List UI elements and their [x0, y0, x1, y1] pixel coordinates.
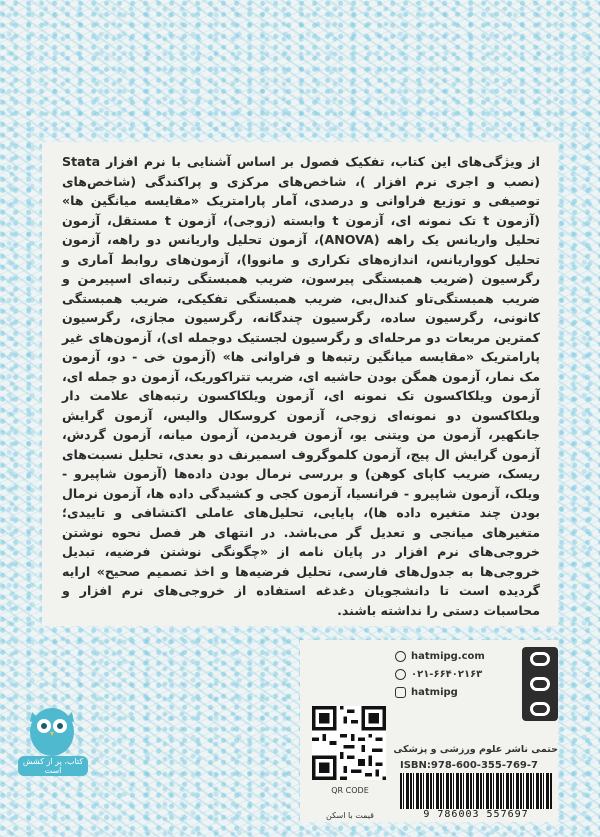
barcode	[400, 773, 552, 809]
qr-caption: QR CODE	[331, 786, 369, 795]
phone-icon	[395, 669, 406, 680]
owl-mascot-icon	[22, 696, 82, 758]
owl-label: کتاب، پر از کشش است	[18, 756, 88, 776]
isbn-text: ISBN:978-600-355-769-7	[400, 760, 538, 771]
instagram-icon	[395, 687, 406, 698]
phone-contact[interactable]	[395, 669, 482, 680]
qr-label: قیمت با اسکن	[326, 811, 374, 820]
publisher-logo	[522, 647, 558, 721]
book-description: از ویژگی‌های این کتاب، تفکیک فصول بر اساس آشنایی با نرم افزار Stata (نصب و اجری نرم افزار )، شاخص‌های مرکزی و پراکندگی (شاخص‌های توصیفی و توزیع فراوانی و درصدی، آمار پارامتریک «مقایسه میانگین ها» (آزمون t تک نمونه ای، آزمون t وابسته (زوجی)، آزمون t مستقل، آزمون تحلیل واریانس یک راهه (ANOVA)، آزمون تحلیل واریانس دو راهه، آزمون تحلیل کوواریانس، اندازه‌های تکراری و مانووا)، آزمون‌های روابط آماری و رگرسیون (ضریب همبستگی پیرسون، ضریب همبستگی رتبه‌ای اسپیرمن و ضریب همبستگی‌تاو کندال‌بی، ضریب همبستگی تفکیکی، ضریب همبستگی کانونی، رگرسیون ساده، رگرسیون چندگانه، رگرسیون مجازی، رگرسیون کمترین مربعات دو مرحله‌ای و رگرسیون لجستیک دوجمله ای)، آزمون‌های غیر پارامتریک «مقایسه میانگین رتبه‌ها و فراوانی ها» (آزمون خی - دو، آزمون مک نمار، آزمون همگن بودن حاشیه ای، ضریب تتراکوریک، آزمون دو جمله ای، آزمون ویلکاکسون تک نمونه ای، آزمون ویلکاکسون رتبه‌های علامت دار ویلکاکسون دو نمونه‌ای زوجی، آزمون کروسکال والیس، آزمون گرایش جانکهیر، آزمون من ویتنی یو، آزمون فریدمن، آزمون میانه، آزمون گردش، آزمون گرایش ال پیج، آزمون کلموگروف اسمیرنف دو بعدی، تحلیل نسبت‌های ریسک، ضریب کاپای کوهن) و بررسی نرمال بودن داده‌ها (آزمون شاپیرو - ویلک، آزمون شاپیرو - فرانسیا، آزمون کجی و کشیدگی داده ها، آزمون نرمال بودن چند متغیره داده ها)، پایایی، تحلیل‌های عاملی اکتشافی و تاییدی؛ متغیرهای میانجی و تعدیل گر می‌باشد. در انتهای هر فصل نحوه نوشتن خروجی‌های نرم افزار در پایان نامه از «چگونگی نوشتن فرضیه، تبدیل خروجی‌ها به جدول‌های فارسی، تحلیل فرضیه‌ها و اخذ تصمیم صحیح» ارایه گردیده است تا دانشجویان دغدغه استفاده از خروجی‌های نرم افزار و محاسبات دستی را نداشته باشند.	[62, 154, 541, 618]
publisher-name: حتمی ناشر علوم ورزشی و پزشکی	[393, 744, 558, 755]
website-contact[interactable]	[395, 651, 485, 662]
website-text: hatmipg.com	[411, 651, 485, 662]
globe-icon	[395, 651, 406, 662]
barcode-number: 9 786003 557697	[423, 809, 529, 820]
phone-text: ۰۲۱-۶۶۴۰۲۱۶۳	[411, 669, 483, 680]
instagram-text: hatmipg	[411, 687, 458, 698]
qr-code[interactable]	[312, 706, 386, 780]
instagram-contact[interactable]	[395, 687, 458, 698]
